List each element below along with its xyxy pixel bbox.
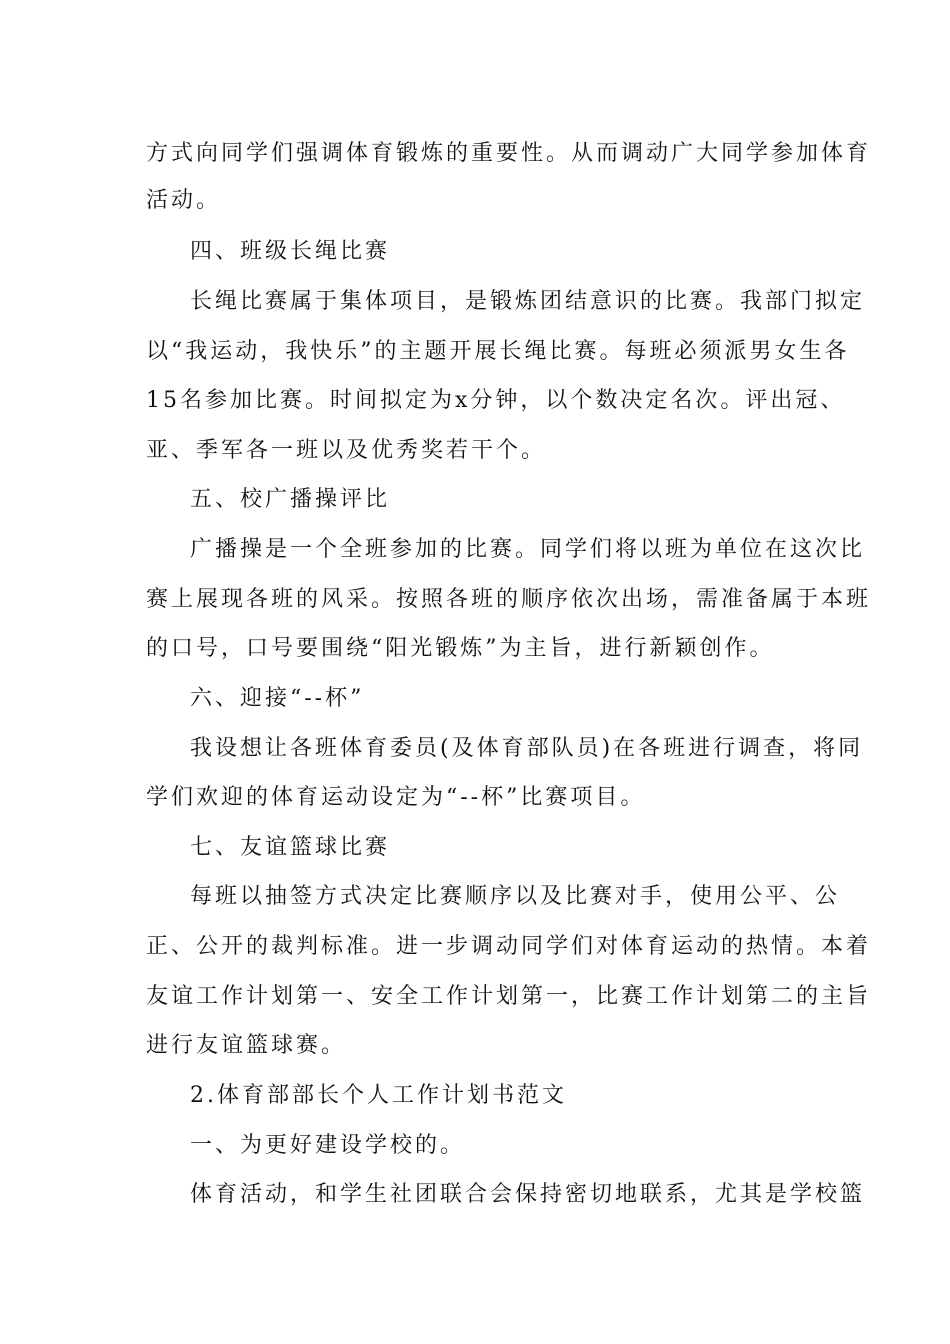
- section-heading: 五、校广播操评比: [190, 487, 391, 512]
- paragraph-line: 15名参加比赛。时间拟定为x分钟，以个数决定名次。评出冠、: [146, 388, 846, 413]
- paragraph-line: 以“我运动，我快乐”的主题开展长绳比赛。每班必须派男女生各: [146, 339, 850, 364]
- section-heading: 六、迎接“--杯”: [190, 686, 365, 711]
- paragraph-line: 每班以抽签方式决定比赛顺序以及比赛对手，使用公平、公: [190, 884, 841, 909]
- paragraph-line: 进行友谊篮球赛。: [146, 1033, 347, 1058]
- paragraph-line: 方式向同学们强调体育锻炼的重要性。从而调动广大同学参加体育: [146, 141, 872, 166]
- paragraph-line: 体育活动，和学生社团联合会保持密切地联系，尤其是学校篮: [190, 1182, 866, 1207]
- paragraph-line: 赛上展现各班的风采。按照各班的顺序依次出场，需准备属于本班: [146, 587, 872, 612]
- paragraph-line: 长绳比赛属于集体项目，是锻炼团结意识的比赛。我部门拟定: [190, 289, 866, 314]
- paragraph-line: 学们欢迎的体育运动设定为“--杯”比赛项目。: [146, 785, 646, 810]
- paragraph-line: 的口号，口号要围绕“阳光锻炼”为主旨，进行新颖创作。: [146, 636, 775, 661]
- paragraph-line: 正、公开的裁判标准。进一步调动同学们对体育运动的热情。本着: [146, 934, 872, 959]
- paragraph-line: 广播操是一个全班参加的比赛。同学们将以班为单位在这次比: [190, 537, 866, 562]
- paragraph-line: 我设想让各班体育委员(及体育部队员)在各班进行调查，将同: [190, 736, 864, 761]
- paragraph-line: 友谊工作计划第一、安全工作计划第一，比赛工作计划第二的主旨: [146, 984, 872, 1009]
- paragraph-line: 活动。: [146, 188, 222, 213]
- paragraph-line: 亚、季军各一班以及优秀奖若干个。: [146, 438, 547, 463]
- section-heading: 四、班级长绳比赛: [190, 239, 391, 264]
- section-heading: 一、为更好建设学校的。: [190, 1133, 466, 1158]
- section-heading: 七、友谊篮球比赛: [190, 835, 391, 860]
- section-heading: 2.体育部部长个人工作计划书范文: [190, 1083, 567, 1108]
